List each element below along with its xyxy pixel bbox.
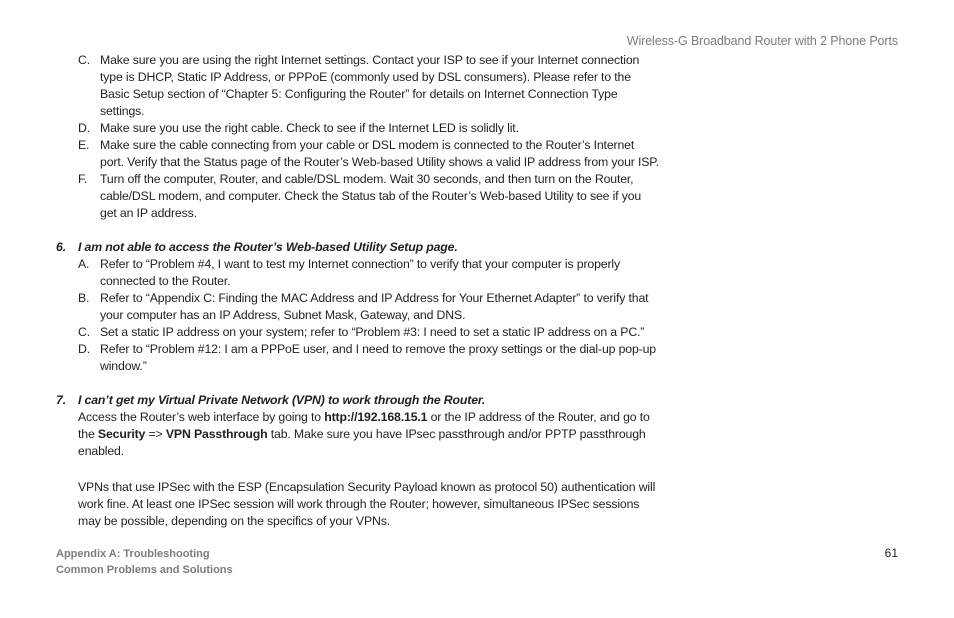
router-url: http://192.168.15.1 [324,410,428,424]
paragraph-text: or the IP address of the Router, and go to the [78,410,650,441]
list-item-e [56,137,660,171]
list-marker: C. [78,325,90,339]
problem-7-heading [56,392,660,409]
list-item-d [56,120,660,137]
problem-title: I am not able to access the Router’s Web-based Utility Setup page. [78,240,458,254]
problem-6-heading [56,239,660,256]
list-item-d [56,341,660,375]
list-item-text: Turn off the computer, Router, and cable/DSL modem. Wait 30 seconds, and then turn on the Router, cable/DSL modem, and computer. Check the Status tab of the Router’s Web-based Utility to see if you get an IP address. [100,172,642,220]
list-item-text: Refer to “Problem #4, I want to test my Internet connection” to verify that your computer is properly connected to the Router. [100,257,620,288]
paragraph-text: Access the Router’s web interface by going to [78,410,325,424]
list-marker: B. [78,291,90,305]
list-item-text: Make sure you are using the right Internet settings. Contact your ISP to see if your Internet connection type is DHCP, Static IP Address, or PPPoE (commonly used by DSL consumers). Please refer to the Basic Setup section of “Chapter 5: Configuring the Router” for details on Internet Connection Type settings. [100,53,640,118]
list-item-text: Refer to “Appendix C: Finding the MAC Address and IP Address for Your Ethernet Adapter” to verify that your computer has an IP Address, Subnet Mask, Gateway, and DNS. [100,291,649,322]
list-item-text: Refer to “Problem #12: I am a PPPoE user, and I need to remove the proxy settings or the dial-up pop-up window.” [100,342,656,373]
paragraph-text: tab. Make sure you have IPsec passthrough and/or PPTP passthrough enabled. [78,427,646,458]
page-header-title: Wireless-G Broadband Router with 2 Phone Ports [626,34,898,48]
list-item-text: Set a static IP address on your system; refer to “Problem #3: I need to set a static IP address on a PC.” [100,325,645,339]
page-number: 61 [884,546,898,560]
vpn-passthrough-tab-name: VPN Passthrough [165,427,268,441]
vpn-instructions-paragraph [78,409,660,460]
list-item-a [56,256,660,290]
list-marker: F. [78,172,88,186]
page-footer [56,546,233,578]
list-marker: D. [78,342,90,356]
list-marker: A. [78,257,90,271]
list-item-text: Make sure the cable connecting from your cable or DSL modem is connected to the Router’s Internet port. Verify that the Status page of the Router’s Web-based Utility shows a valid IP address from your ISP. [100,138,660,169]
list-marker: D. [78,121,90,135]
list-item-f [56,171,660,222]
list-marker: C. [78,53,90,67]
problem-title: I can’t get my Virtual Private Network (VPN) to work through the Router. [78,393,486,407]
page-content [56,52,660,530]
ipsec-paragraph: VPNs that use IPSec with the ESP (Encapsulation Security Payload known as protocol 50) authentication will work fine. At least one IPSec session will work through the Router; however, simultaneous IPSec sessions may be possible, depending on the specifics of your VPNs. [78,480,656,528]
list-item-c [56,324,660,341]
list-marker: E. [78,138,90,152]
footer-subsection-title: Common Problems and Solutions [56,564,233,576]
problem-number: 6. [56,240,66,254]
list-item-text: Make sure you use the right cable. Check to see if the Internet LED is solidly lit. [100,121,519,135]
footer-section-title: Appendix A: Troubleshooting [56,548,210,560]
arrow-text: => [145,427,166,441]
list-item-b [56,290,660,324]
list-item-c [56,52,660,120]
security-tab-name: Security [97,427,146,441]
problem-number: 7. [56,393,66,407]
